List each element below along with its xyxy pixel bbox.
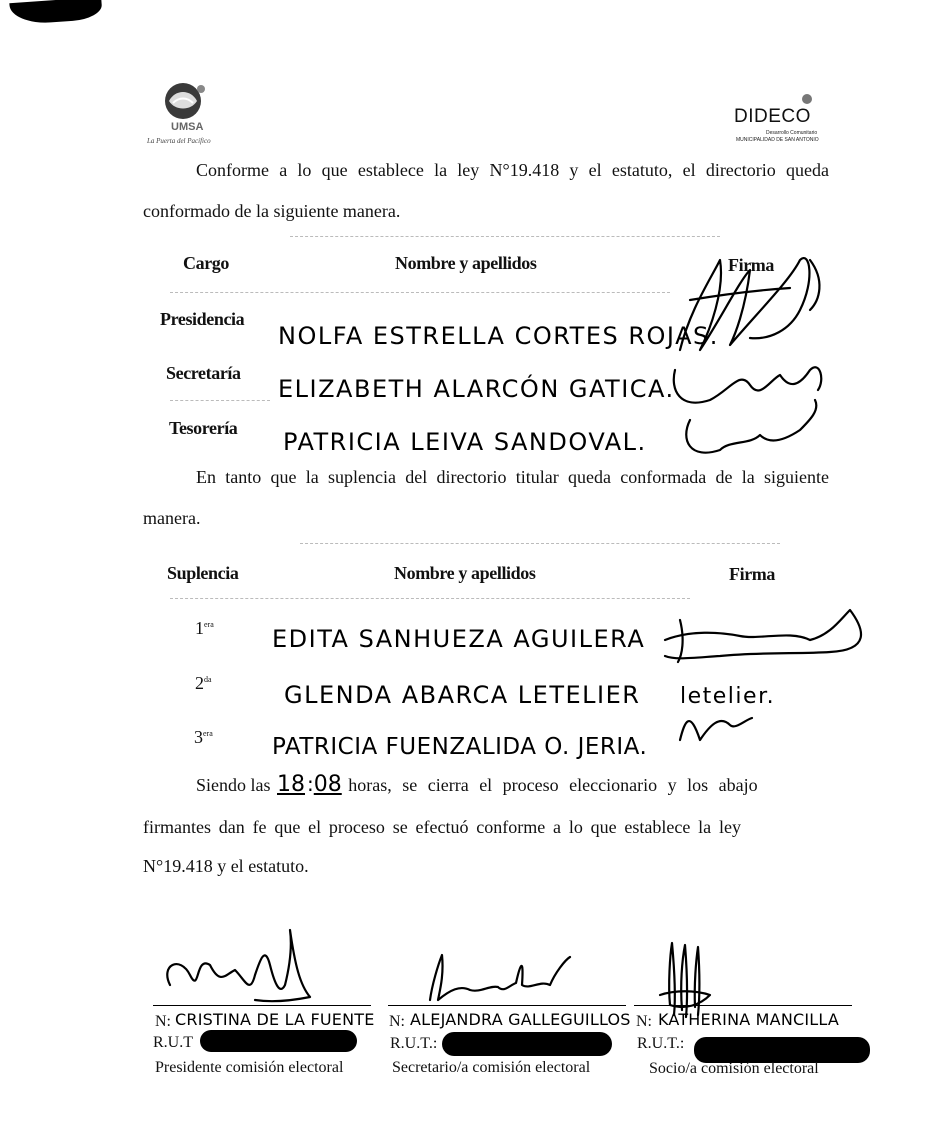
suplencia-firma-header: Firma bbox=[729, 564, 775, 584]
suplencia-2-firma: letelier. bbox=[680, 684, 776, 709]
dideco-sub1: Desarrollo Comunitario bbox=[766, 130, 818, 136]
signature-line-secretario bbox=[388, 1005, 626, 1006]
firma-presidente-signature bbox=[160, 925, 390, 1015]
table-rule bbox=[300, 543, 780, 544]
firma-directorio-signatures bbox=[650, 240, 840, 480]
firma-header: Firma bbox=[728, 255, 774, 275]
cierre-line2: firmantes dan fe que el proceso se efectuó conforme a lo que establece la ley bbox=[143, 817, 741, 837]
nombre-secretaria: ELIZABETH ALARCÓN GATICA. bbox=[278, 375, 675, 403]
firmante-1-rut-redacted bbox=[200, 1030, 357, 1052]
firma-suplencia-signatures bbox=[660, 600, 880, 770]
left-logo-org: UMSA bbox=[171, 121, 204, 133]
firmante-2-rut-label: R.U.T.: bbox=[390, 1035, 438, 1052]
table-rule bbox=[170, 400, 270, 401]
cargo-header: Cargo bbox=[183, 253, 229, 273]
firmante-3-rut-label: R.U.T.: bbox=[637, 1035, 685, 1052]
firmante-3-name: KATHERINA MANCILLA bbox=[658, 1010, 840, 1029]
table-rule bbox=[170, 598, 690, 599]
suplencia-2-number: 2 bbox=[195, 673, 204, 693]
firmante-2-name: ALEJANDRA GALLEGUILLOS bbox=[410, 1010, 631, 1029]
cierre-line3: N°19.418 y el estatuto. bbox=[143, 856, 309, 876]
signature-line-socio bbox=[634, 1005, 852, 1006]
cierre-rest: horas, se cierra el proceso eleccionario y los abajo bbox=[348, 775, 758, 795]
dideco-name: DIDECO bbox=[734, 106, 811, 127]
suplencia-1-num bbox=[195, 618, 214, 639]
suplencia-1-suffix: era bbox=[204, 620, 214, 629]
firmante-1-rut-label: R.U.T bbox=[153, 1034, 193, 1051]
suplencia-2-num bbox=[195, 673, 212, 694]
left-logo bbox=[145, 75, 240, 153]
firmante-2-n-label: N: bbox=[389, 1013, 405, 1030]
table-rule bbox=[170, 292, 670, 293]
firmante-1-role: Presidente comisión electoral bbox=[155, 1059, 344, 1076]
suplencia-nombre-header: Nombre y apellidos bbox=[394, 563, 536, 583]
nombre-presidencia: NOLFA ESTRELLA CORTES ROJAS. bbox=[278, 322, 719, 350]
suplencia-paragraph: En tanto que la suplencia del directorio titular queda conformada de la siguiente manera. bbox=[143, 467, 829, 528]
intro-paragraph: Conforme a lo que establece la ley N°19.418 y el estatuto, el directorio queda conformado de la siguiente manera. bbox=[143, 160, 829, 221]
suplencia-1-number: 1 bbox=[195, 618, 204, 638]
cierre-minute: 08 bbox=[313, 772, 342, 797]
cierre-sep: : bbox=[307, 772, 314, 796]
suplencia-2-nombre: GLENDA ABARCA LETELIER bbox=[284, 681, 641, 709]
nombre-header: Nombre y apellidos bbox=[395, 253, 537, 273]
suplencia-3-num bbox=[194, 727, 213, 748]
suplencia-3-number: 3 bbox=[194, 727, 203, 747]
dideco-sub2: MUNICIPALIDAD DE SAN ANTONIO bbox=[736, 137, 819, 143]
nombre-tesoreria: PATRICIA LEIVA SANDOVAL. bbox=[283, 428, 647, 456]
left-logo-motto: La Puerta del Pacífico bbox=[147, 137, 211, 145]
ink-smudge bbox=[9, 0, 102, 25]
firmante-1-n-label: N: bbox=[155, 1013, 171, 1030]
suplencia-1-nombre: EDITA SANHUEZA AGUILERA bbox=[272, 625, 646, 653]
suplencia-3-nombre: PATRICIA FUENZALIDA O. JERIA. bbox=[272, 734, 648, 760]
firmante-1-name: CRISTINA DE LA FUENTE bbox=[175, 1010, 375, 1029]
dideco-dot-icon bbox=[800, 92, 814, 106]
table-rule bbox=[290, 236, 720, 237]
firmante-2-role: Secretario/a comisión electoral bbox=[392, 1059, 591, 1076]
cargo-secretaria: Secretaría bbox=[166, 363, 241, 383]
cargo-tesoreria: Tesorería bbox=[169, 418, 238, 438]
suplencia-3-suffix: era bbox=[203, 729, 213, 738]
cierre-hour: 18 bbox=[277, 772, 305, 797]
right-logo bbox=[730, 92, 830, 148]
suplencia-header: Suplencia bbox=[167, 563, 239, 583]
suplencia-2-suffix: da bbox=[204, 675, 212, 684]
cierre-line1 bbox=[196, 764, 758, 806]
firmante-2-rut-redacted bbox=[442, 1032, 612, 1056]
cargo-presidencia: Presidencia bbox=[160, 309, 245, 329]
firmante-3-role: Socio/a comisión electoral bbox=[649, 1060, 819, 1077]
cierre-prefix: Siendo las bbox=[196, 775, 271, 795]
firmante-3-n-label: N: bbox=[636, 1013, 652, 1030]
signature-line-presidente bbox=[153, 1005, 371, 1006]
